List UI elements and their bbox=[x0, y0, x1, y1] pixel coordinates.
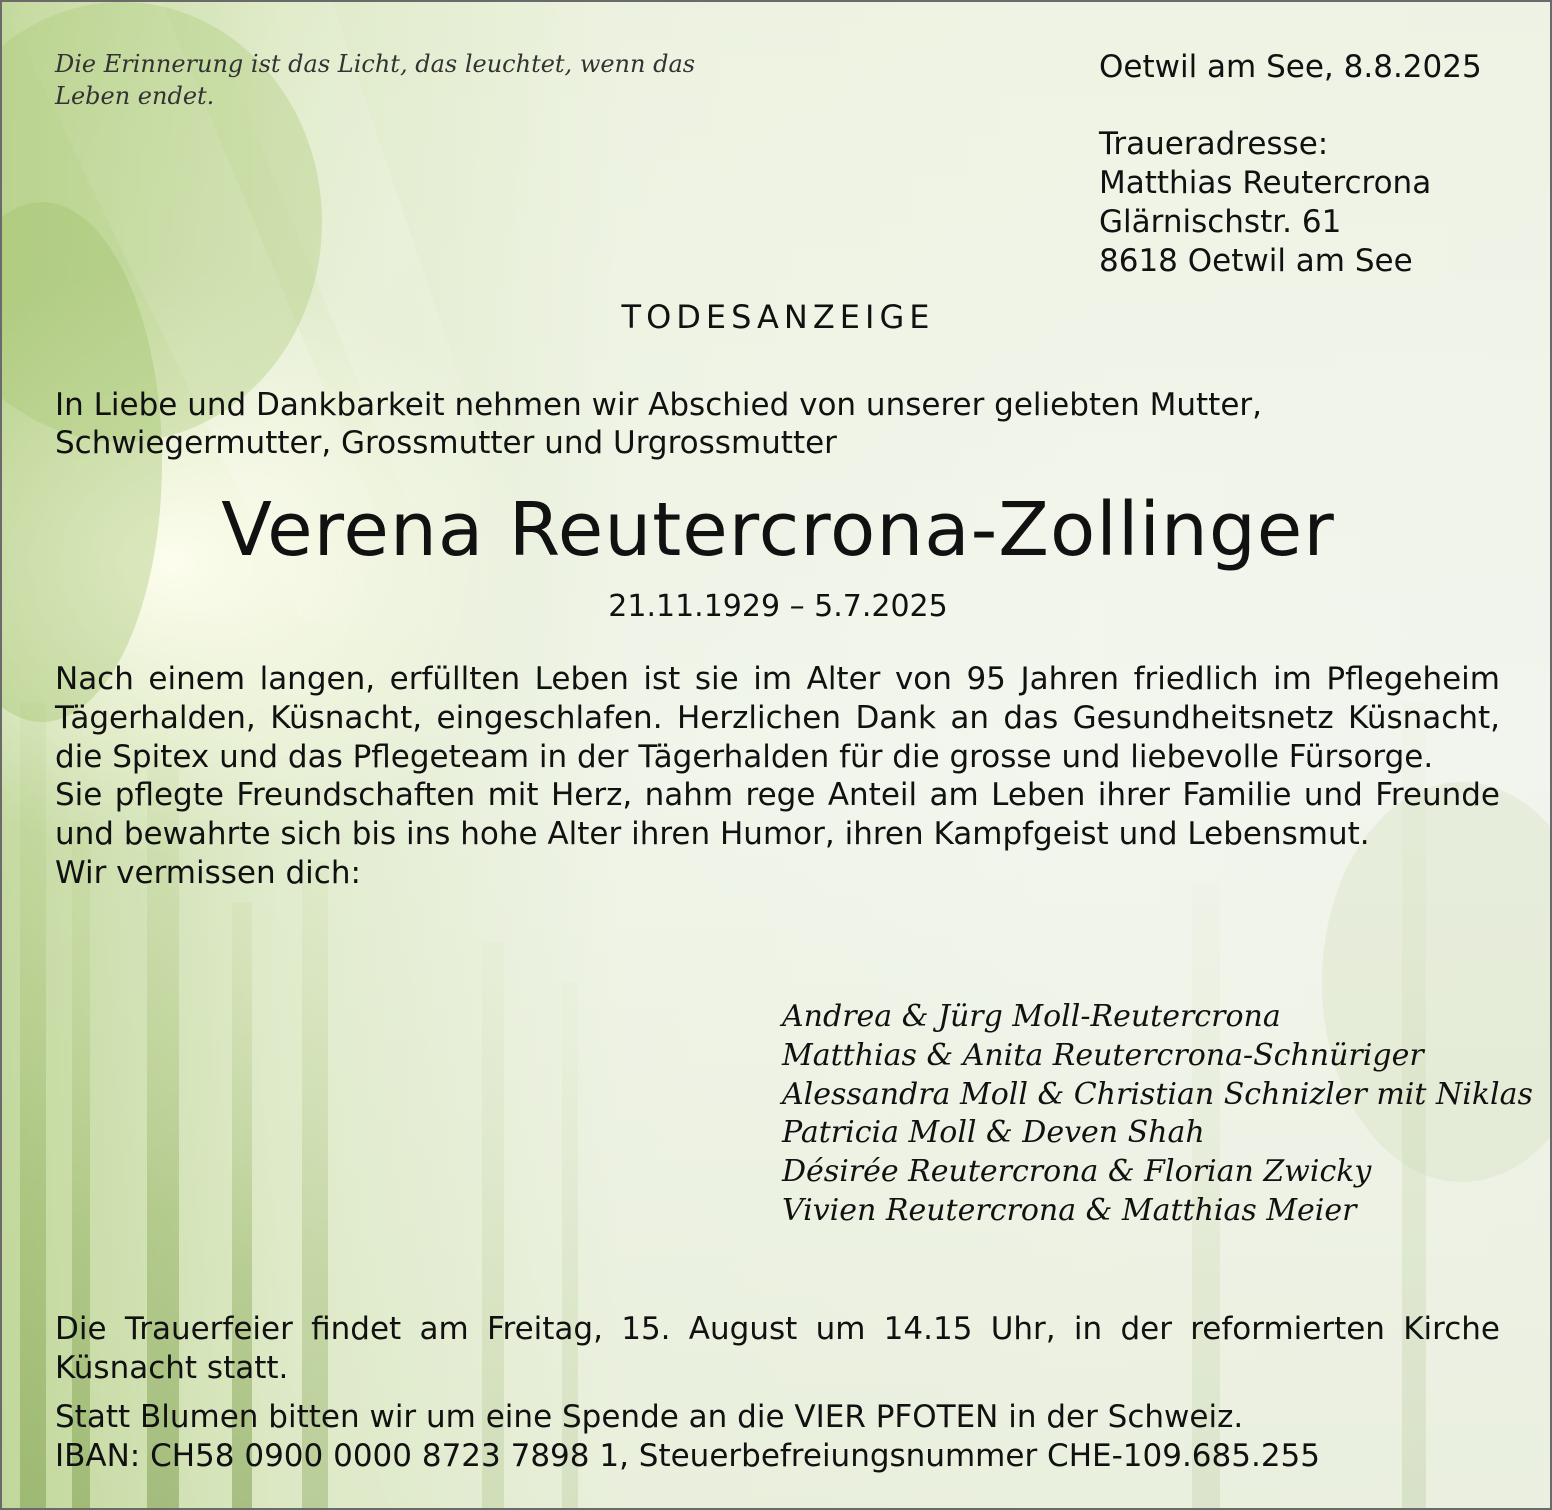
mourner-entry: Patricia Moll & Deven Shah bbox=[782, 1115, 1205, 1151]
mourning-address bbox=[1099, 125, 1482, 281]
mourner-entry: Matthias & Anita Reutercrona-Schnüriger bbox=[782, 1037, 1424, 1073]
mourning-address-line: Matthias Reutercrona bbox=[1099, 165, 1432, 201]
donation-request: Statt Blumen bitten wir um eine Spende an die VIER PFOTEN in der Schweiz. bbox=[55, 1399, 1244, 1435]
mourners-list bbox=[782, 998, 1533, 1231]
body-text bbox=[55, 660, 1500, 893]
mourning-address-label: Traueradresse: bbox=[1099, 126, 1329, 162]
intro-text: In Liebe und Dankbarkeit nehmen wir Abschied von unserer geliebten Mutter, Schwiegermutter, Grossmutter und Urgrossmutter bbox=[55, 387, 1263, 461]
notice-heading: TODESANZEIGE bbox=[621, 298, 935, 336]
life-dates: 21.11.1929 – 5.7.2025 bbox=[608, 589, 948, 624]
deceased-name: Verena Reutercrona-Zollinger bbox=[221, 487, 1335, 573]
mourner-entry: Vivien Reutercrona & Matthias Meier bbox=[782, 1192, 1357, 1228]
donation-info bbox=[55, 1398, 1515, 1475]
motto-quote: Die Erinnerung ist das Licht, das leuchtet, wenn das Leben endet. bbox=[55, 50, 696, 110]
place-date: Oetwil am See, 8.8.2025 bbox=[1099, 49, 1482, 85]
mourner-entry: Désirée Reutercrona & Florian Zwicky bbox=[782, 1154, 1372, 1190]
mourner-entry: Alessandra Moll & Christian Schnizler mit Niklas bbox=[782, 1076, 1533, 1112]
header-right-block bbox=[1099, 48, 1482, 281]
body-paragraph: Nach einem langen, erfüllten Leben ist sie im Alter von 95 Jahren friedlich im Pflegeheim Tägerhalden, Küsnacht, eingeschlafen. Herzlichen Dank an das Gesundheitsnetz Küsnacht, die Spitex und das Pflegeteam in der Tägerhalden für die grosse und liebevolle Fürsorge. bbox=[55, 661, 1500, 775]
body-paragraph: Wir vermissen dich: bbox=[55, 854, 361, 891]
ceremony-info: Die Trauerfeier findet am Freitag, 15. August um 14.15 Uhr, in der reformierten Kirche Küsnacht statt. bbox=[55, 1311, 1500, 1386]
mourning-address-line: Glärnischstr. 61 bbox=[1099, 204, 1342, 240]
mourning-address-line: 8618 Oetwil am See bbox=[1099, 243, 1413, 279]
mourner-entry: Andrea & Jürg Moll-Reutercrona bbox=[782, 999, 1281, 1034]
donation-iban: IBAN: CH58 0900 0000 8723 7898 1, Steuerbefreiungsnummer CHE-109.685.255 bbox=[55, 1437, 1320, 1474]
body-paragraph: Sie pflegte Freundschaften mit Herz, nahm rege Anteil am Leben ihrer Familie und Freunde und bewahrte sich bis ins hohe Alter ihren Humor, ihren Kampfgeist und Lebensmut. bbox=[55, 777, 1500, 853]
